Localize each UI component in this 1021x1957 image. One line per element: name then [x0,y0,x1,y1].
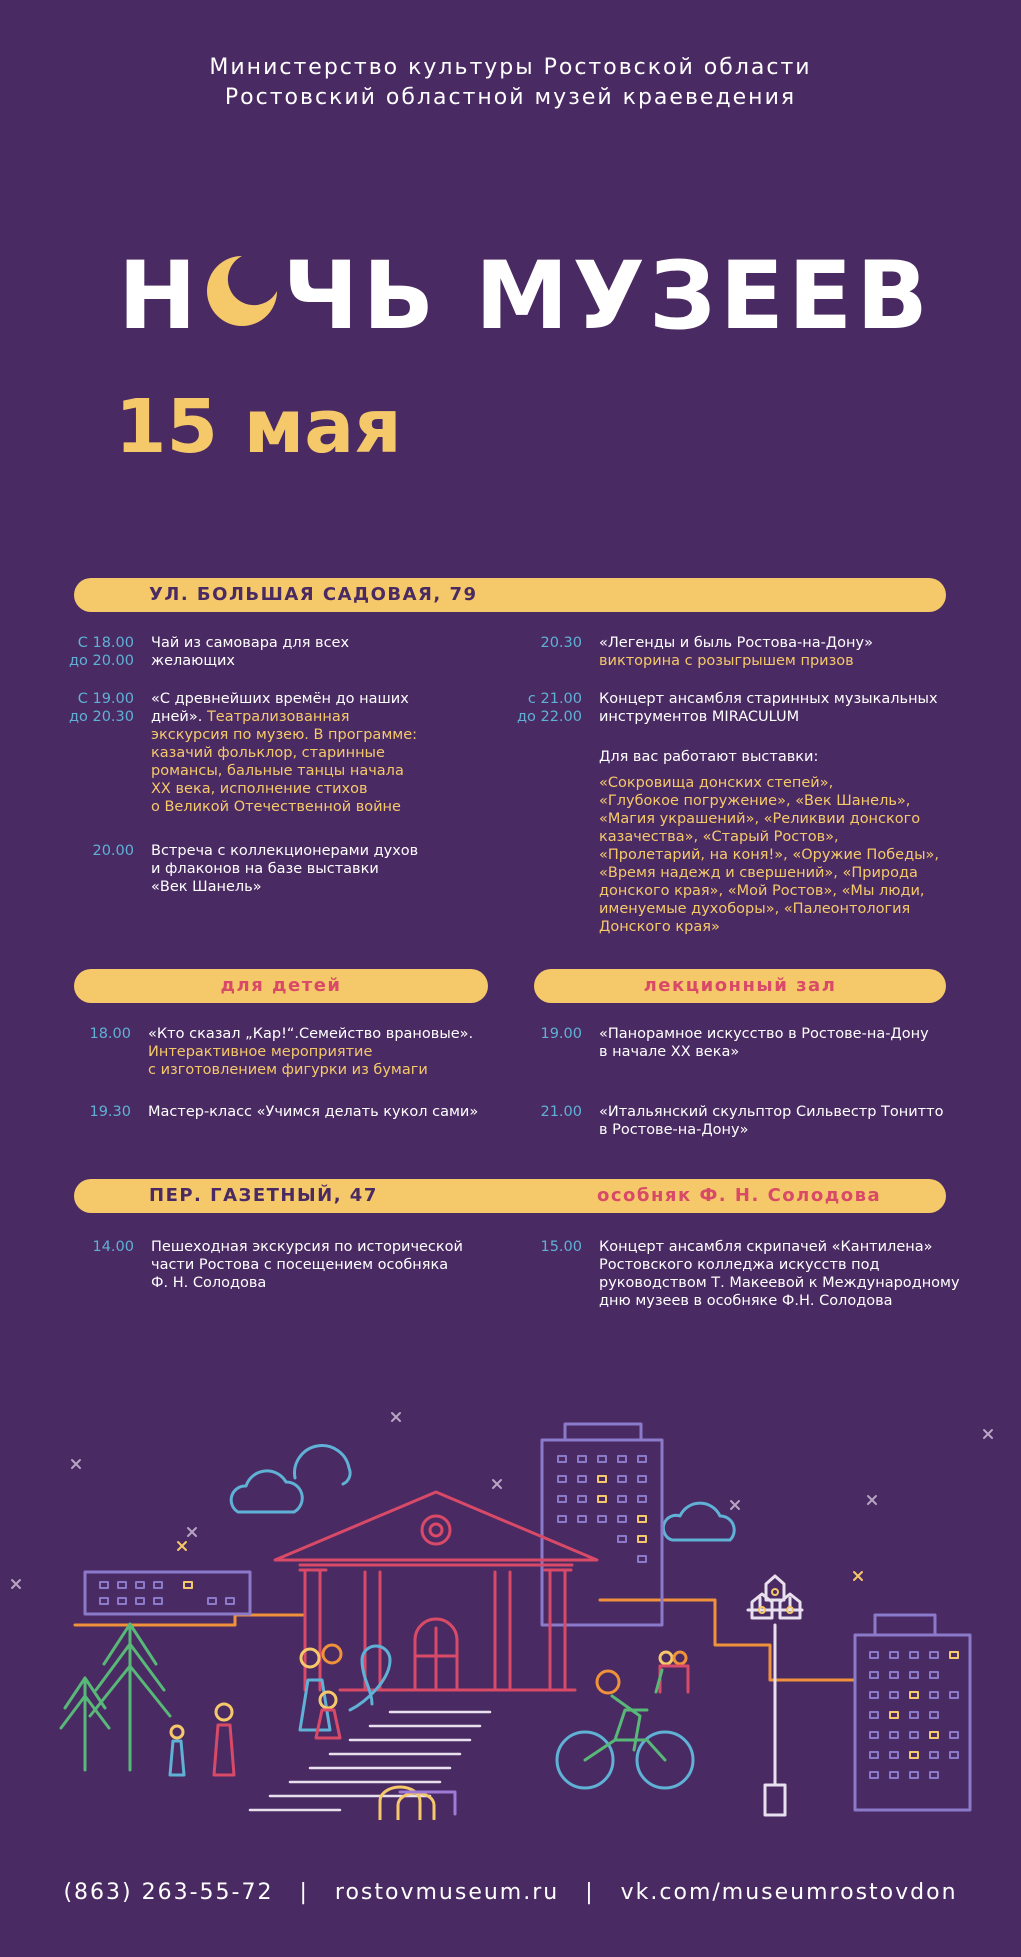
desc-line: в Ростове-на-Дону» [599,1122,749,1138]
event-time [62,1238,134,1256]
people-icon [170,1645,688,1775]
time-start: 18.00 [89,1026,131,1042]
section-bar-sadovaya [74,578,946,612]
desc-line: «Кто сказал „Кар!“.Семейство врановые». [148,1026,474,1042]
ground-line [75,1600,855,1680]
event-description [599,1238,1009,1310]
event-description [599,1025,999,1061]
desc-highlight: с изготовлением фигурки из бумаги [148,1062,428,1078]
desc-line: инструментов MIRACULUM [599,709,800,725]
event-description [151,690,491,816]
phone-number[interactable]: (863) 263-55-72 [63,1880,274,1905]
time-end: до 20.30 [68,709,134,725]
museum-line: Ростовский областной музей краеведения [224,85,797,110]
tree-icon [90,1624,170,1770]
event-description [599,634,999,670]
event-time [62,690,134,726]
desc-line: «С древнейших времён до наших [151,691,409,707]
time-start: 19.00 [540,1026,582,1042]
event-time [59,1103,131,1121]
separator: | [585,1880,595,1905]
ministry-line: Министерство культуры Ростовской области [209,55,812,80]
event-time [510,634,582,652]
section-title-sadovaya: УЛ. БОЛЬШАЯ САДОВАЯ, 79 [149,584,478,605]
event-time [62,634,134,670]
desc-line: «Панорамное искусство в Ростове-на-Дону [599,1026,929,1042]
desc-highlight: экскурсия по музею. В программе: [151,727,417,743]
desc-highlight: XX века, исполнение стихов [151,781,368,797]
time-end: до 22.00 [516,709,582,725]
city-illustration [0,1400,1021,1820]
desc-line: Встреча с коллекционерами духов [151,843,419,859]
section-title-gazetny: ПЕР. ГАЗЕТНЫЙ, 47 [149,1185,378,1206]
cloud-icon [231,1471,302,1512]
exhibits-block [599,748,1009,936]
exhibit-line: «Время надежд и свершений», «Природа [599,865,918,881]
desc-line: Ростовского колледжа искусств под [599,1257,880,1273]
exhibit-line: казачества», «Старый Ростов», [599,829,839,845]
building-center [542,1440,662,1625]
exhibits-heading: Для вас работают выставки: [599,749,819,765]
time-start: 19.30 [89,1104,131,1120]
building-right [855,1635,970,1810]
exhibit-line: донского края», «Мой Ростов», «Мы люди, [599,883,925,899]
title-rest: ЧЬ МУЗЕЕВ [282,242,932,351]
museum-building-icon [275,1492,597,1690]
event-description [148,1103,508,1121]
event-time [510,1238,582,1256]
desc-highlight: Интерактивное мероприятие [148,1044,373,1060]
desc-line: в начале XX века» [599,1044,740,1060]
event-date: 15 мая [115,384,402,470]
desc-line: руководством Т. Макеевой к Международному [599,1275,960,1291]
desc-line: Мастер-класс «Учимся делать кукол сами» [148,1104,479,1120]
desc-highlight: романсы, бальные танцы начала [151,763,404,779]
crescent-moon-icon [203,244,281,322]
website-link[interactable]: rostovmuseum.ru [334,1880,560,1905]
event-description [151,634,491,670]
time-start: 14.00 [92,1239,134,1255]
event-time [59,1025,131,1043]
event-time [62,842,134,860]
exhibit-line: «Глубокое погружение», «Век Шанель», [599,793,911,809]
time-end: до 20.00 [68,653,134,669]
exhibit-line: «Сокровища донских степей», [599,775,834,791]
desc-line: «Легенды и быль Ростова-на-Дону» [599,635,873,651]
star-icon [12,1413,992,1588]
title-letter: Н [118,242,201,351]
event-description [148,1025,508,1079]
event-description [599,690,999,726]
cloud-icon [663,1503,734,1540]
event-time [510,690,582,726]
exhibit-line: «Пролетарий, на коня!», «Оружие Победы», [599,847,940,863]
section-bar-lecture [534,969,946,1003]
desc-line: дню музеев в особняке Ф.Н. Солодова [599,1293,893,1309]
separator: | [299,1880,309,1905]
time-start: С 19.00 [77,691,134,707]
event-time [510,1103,582,1121]
event-description [151,1238,501,1292]
building-left [85,1572,250,1614]
cloud-icon [295,1446,351,1484]
street-lamp-icon [748,1576,802,1815]
time-start: 20.30 [540,635,582,651]
desc-line: «Итальянский скульптор Сильвестр Тонитто [599,1104,944,1120]
time-start: 20.00 [92,843,134,859]
desc-text: дней». [151,709,203,725]
desc-line: Концерт ансамбля скрипачей «Кантилена» [599,1239,933,1255]
vk-link[interactable]: vk.com/museumrostovdon [620,1880,958,1905]
desc-line: и флаконов на базе выставки [151,861,379,877]
time-start: 15.00 [540,1239,582,1255]
desc-highlight: викторина с розыгрышем призов [599,653,854,669]
exhibit-line: именуемые духоборы», «Палеонтология [599,901,911,917]
desc-line: Концерт ансамбля старинных музыкальных [599,691,938,707]
desc-line: Ф. Н. Солодова [151,1275,267,1291]
time-start: С 18.00 [77,635,134,651]
page-title [118,242,932,352]
event-description [151,842,491,896]
section-title-kids: для детей [220,975,342,996]
desc-highlight: Театрализованная [202,709,350,725]
exhibit-line: Донского края» [599,919,720,935]
desc-line: части Ростова с посещением особняка [151,1257,449,1273]
desc-highlight: о Великой Отечественной войне [151,799,401,815]
desc-line [151,708,491,726]
section-title-solodov: особняк Ф. Н. Солодова [597,1185,882,1206]
section-bar-kids [74,969,488,1003]
desc-line: желающих [151,653,236,669]
section-title-lecture: лекционный зал [643,975,837,996]
time-start: 21.00 [540,1104,582,1120]
desc-highlight: казачий фольклор, старинные [151,745,385,761]
desc-line: Пешеходная экскурсия по исторической [151,1239,463,1255]
desc-line: «Век Шанель» [151,879,262,895]
footer-contacts [0,1880,1021,1905]
section-bar-gazetny [74,1179,946,1213]
event-time [510,1025,582,1043]
exhibit-line: «Магия украшений», «Реликвии донского [599,811,921,827]
cyclist-icon [557,1671,693,1788]
event-description [599,1103,999,1139]
time-start: с 21.00 [527,691,582,707]
tree-icon [61,1678,109,1770]
desc-line: Чай из самовара для всех [151,635,350,651]
